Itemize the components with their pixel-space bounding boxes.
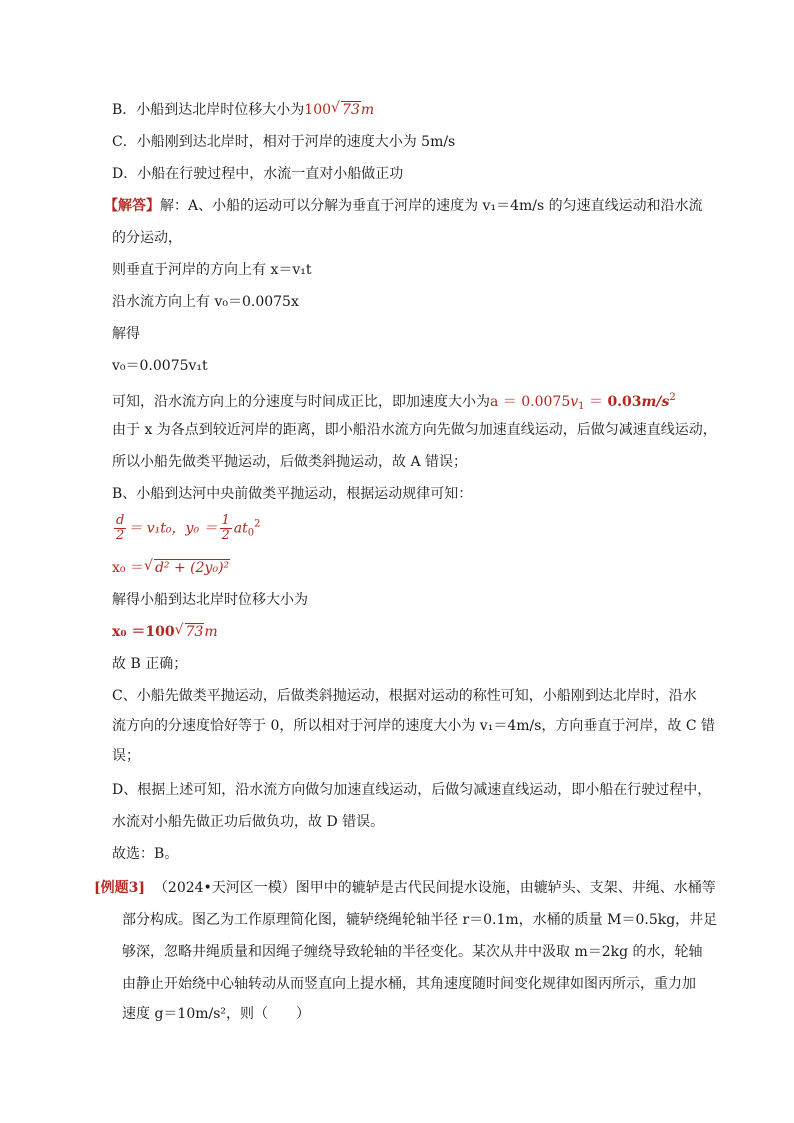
example-line-2: 部分构成。图乙为工作原理简化图，辘轳绕绳轮轴半径 r＝0.1m，水桶的质量 M＝0.5kg，井足 xyxy=(122,912,718,928)
example-line-1: [例题3] （2024•天河区一模）图甲中的辘轳是古代民间提水设施，由辘轳头、支架、井绳、水桶等 xyxy=(94,880,716,896)
option-b: B．小船到达北岸时位移大小为100√ 73m xyxy=(112,100,374,120)
solution-line-3: 则垂直于河岸的方向上有 x＝v₁t xyxy=(112,262,312,278)
solution-line-9: 所以小船先做类平抛运动，后做类斜抛运动，故 A 错误； xyxy=(112,454,468,470)
solution-line-10: B、小船到达河中央前做类平抛运动，根据运动规律可知： xyxy=(112,486,473,502)
example-line-3: 够深，忽略井绳质量和因绳子缠绕导致轮轴的半径变化。某次从井中汲取 m＝2kg 的水，轮轴 xyxy=(122,944,703,960)
example-line-5: 速度 g＝10m/s²，则（ ） xyxy=(122,1006,311,1022)
solution-line-18: 故选：B。 xyxy=(112,846,179,862)
option-d: D．小船在行驶过程中，水流一直对小船做正功 xyxy=(112,166,404,182)
solution-line-11: 解得小船到达北岸时位移大小为 xyxy=(112,592,308,608)
solution-line-5: 解得 xyxy=(112,326,140,342)
solution-line-16: D、根据上述可知，沿水流方向做匀加速直线运动，后做匀减速直线运动，即小船在行驶过程中， xyxy=(112,782,712,798)
solution-line-7: 可知，沿水流方向上的分速度与时间成正比，即加速度大小为$a = 0.0075v_1 = 0.03m/s^2$ xyxy=(112,392,676,412)
solution-line-15: 误； xyxy=(112,748,140,764)
example-line-4: 由静止开始绕中心轴转动从而竖直向上提水桶，其角速度随时间变化规律如图丙所示，重力加 xyxy=(122,976,696,992)
option-c: C．小船刚到达北岸时，相对于河岸的速度大小为 5m/s xyxy=(112,134,456,150)
solution-line-2: 的分运动， xyxy=(112,230,182,246)
solution-line-6: v₀＝0.0075v₁t xyxy=(112,358,208,374)
example-tag: [例题3] xyxy=(94,880,145,896)
solution-tag: 【解答】 xyxy=(104,198,160,214)
solution-line-12: 故 B 正确； xyxy=(112,656,188,672)
equation-3: x₀ ＝100√ 73m xyxy=(112,622,218,642)
solution-line-4: 沿水流方向上有 v₀＝0.0075x xyxy=(112,294,299,310)
solution-line-13: C、小船先做类平抛运动，后做类斜抛运动，根据对运动的称性可知，小船刚到达北岸时，沿水 xyxy=(112,688,697,704)
solution-line-8: 由于 x 为各点到较近河岸的距离，即小船沿水流方向先做匀加速直线运动，后做匀减速直线运动， xyxy=(112,422,717,438)
equation-2: x₀ ＝√ d² + (2y₀)² xyxy=(112,558,230,578)
solution-line-17: 水流对小船先做正功后做负功，故 D 错误。 xyxy=(112,814,385,830)
solution-line-14: 流方向的分速度恰好等于 0，所以相对于河岸的速度大小为 v₁＝4m/s，方向垂直于河岸，故 C 错 xyxy=(112,718,716,734)
solution-line-1: 【解答】解：A、小船的运动可以分解为垂直于河岸的速度为 v₁＝4m/s 的匀速直线运动和沿水流 xyxy=(104,198,703,214)
equation-1: $\frac{d}{2}$ ＝ v₁t₀，y₀ ＝ $\frac{1}{2}$ $at_0^2$ xyxy=(116,513,261,543)
